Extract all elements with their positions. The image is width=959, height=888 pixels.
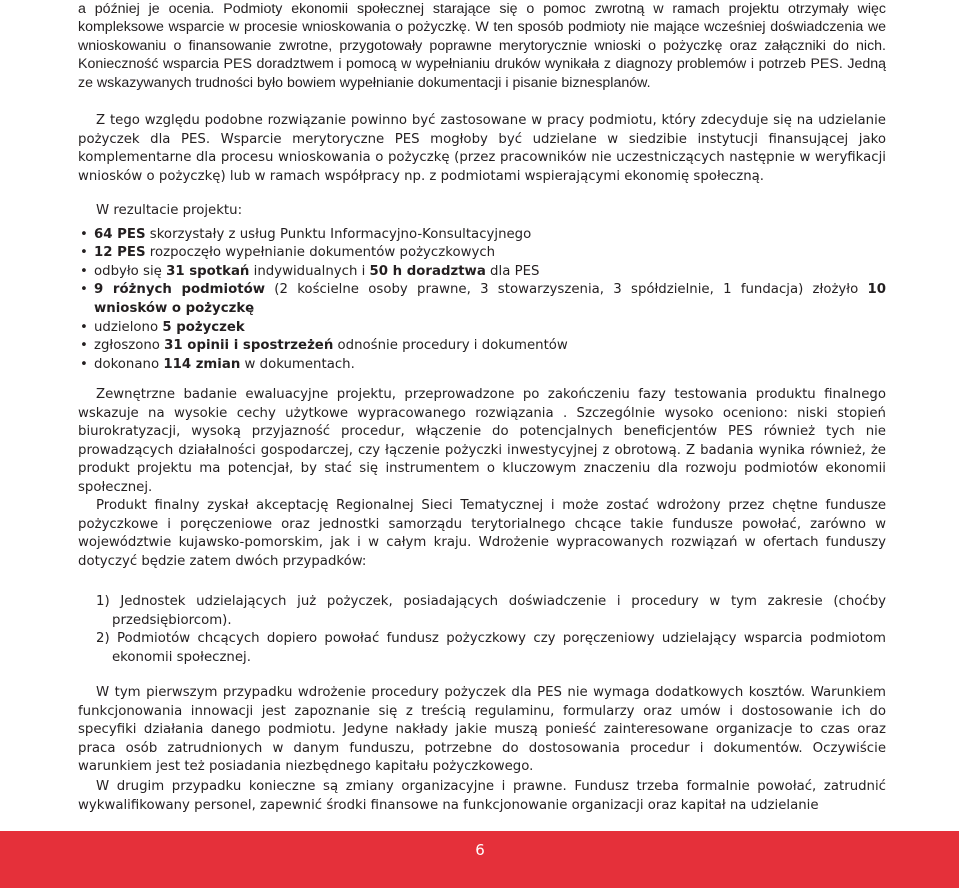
list-item: • 9 różnych podmiotów (2 kościelne osoby prawne, 3 stowarzyszenia, 3 spółdzielnie, 1 fundacja) złożyło 10 wniosków o pożyczkę	[78, 281, 886, 318]
list-item: • dokonano 114 zmian w dokumentach.	[78, 356, 886, 375]
cases-list	[78, 593, 886, 667]
list-item: • zgłoszono 31 opinii i spostrzeżeń odnośnie procedury i dokumentów	[78, 337, 886, 356]
list-item: • odbyło się 31 spotkań indywidualnych i 50 h doradztwa dla PES	[78, 263, 886, 282]
list-item: • udzielono 5 pożyczek	[78, 319, 886, 338]
results-heading: W rezultacie projektu:	[96, 203, 243, 218]
list-item: 2) Podmiotów chcących dopiero powołać fundusz pożyczkowy czy poręczeniowy udzielający wsparcia podmiotom ekonomii społecznej.	[96, 631, 886, 665]
page-footer	[0, 831, 959, 888]
list-item: 1) Jednostek udzielających już pożyczek, posiadających doświadczenie i procedury w tym zakresie (choćby przedsiębiorcom).	[96, 594, 886, 628]
list-item: • 64 PES skorzystały z usług Punktu Informacyjno-Konsultacyjnego	[78, 226, 886, 245]
results-list	[78, 226, 886, 375]
results-section	[78, 202, 886, 374]
product-paragraph: Produkt finalny zyskał akceptację Regionalnej Sieci Tematycznej i może zostać wdrożony przez chętne fundusze pożyczkowe i poręczeniowe oraz jednostki samorządu terytorialnego chcące takie fundusze powołać, zarówno w województwie kujawsko-pomorskim, jak i w całym kraju. Wdrożenie wypracowanych rozwiązań w ofertach funduszy dotyczyć będzie zatem dwóch przypadków:	[78, 498, 886, 569]
page-number: 6	[475, 841, 485, 859]
list-item: • 12 PES rozpoczęło wypełnianie dokumentów pożyczkowych	[78, 244, 886, 263]
first-case-paragraph: W tym pierwszym przypadku wdrożenie procedury pożyczek dla PES nie wymaga dodatkowych kosztów. Warunkiem funkcjonowania innowacji jest zapoznanie się z treścią regulaminu, formularzy oraz umów i dostosowanie ich do specyfiki działania danego podmiotu. Jedyne nakłady jakie muszą ponieść zainteresowane organizacje to czas oraz praca osób zatrudnionych w danym funduszu, potrzebne do dostosowania procedur i dokumentów. Oczywiście warunkiem jest też posiadania niezbędnego kapitału pożyczkowego.	[78, 685, 886, 775]
second-case-paragraph: W drugim przypadku konieczne są zmiany organizacyjne i prawne. Fundusz trzeba formalnie powołać, zatrudnić wykwalifikowany personel, zapewnić środki finansowe na funkcjonowanie organizacji oraz kapitał na udzielanie	[78, 779, 886, 813]
intro-paragraph: a później je ocenia. Podmioty ekonomii społecznej starające się o pomoc zwrotną w ramach projektu otrzymały więc kompleksowe wsparcie w procesie wnioskowania o pożyczkę. W ten sposób podmioty nie mające wcześniej doświadczenia we wnioskowaniu o finansowanie zwrotne, przygotowały poprawne merytorycznie wnioski o pożyczkę oraz załączniki do nich. Konieczność wsparcia PES doradztwem i pomocą w wypełnianiu druków wynikała z diagnozy problemów i potrzeb PES. Jedną ze wskazywanych trudności było bowiem wypełnianie dokumentacji i pisanie biznesplanów.	[78, 1, 886, 91]
support-paragraph: Z tego względu podobne rozwiązanie powinno być zastosowane w pracy podmiotu, który zdecyduje się na udzielanie pożyczek dla PES. Wsparcie merytoryczne PES mogłoby być udzielane w siedzibie instytucji finansującej jako komplementarne dla procesu wnioskowania o pożyczkę (przez pracowników nie uczestniczących następnie w weryfikacji wniosków o pożyczkę) lub w ramach współpracy np. z podmiotami wspierającymi ekonomię społeczną.	[78, 113, 886, 184]
evaluation-paragraph: Zewnętrzne badanie ewaluacyjne projektu, przeprowadzone po zakończeniu fazy testowania produktu finalnego wskazuje na wysokie cechy użytkowe wypracowanego rozwiązania . Szczególnie wysoko oceniono: niski stopień biurokratyzacji, wysoką przyjazność procedur, włączenie do potencjalnych beneficjentów PES również tych nie prowadzących działalności gospodarczej, czy łączenie pożyczki inwestycyjnej z obrotową. Z badania wynika również, że produkt projektu ma potencjał, by stać się instrumentem o kluczowym znaczeniu dla rozwoju podmiotów ekonomii społecznej.	[78, 387, 886, 495]
